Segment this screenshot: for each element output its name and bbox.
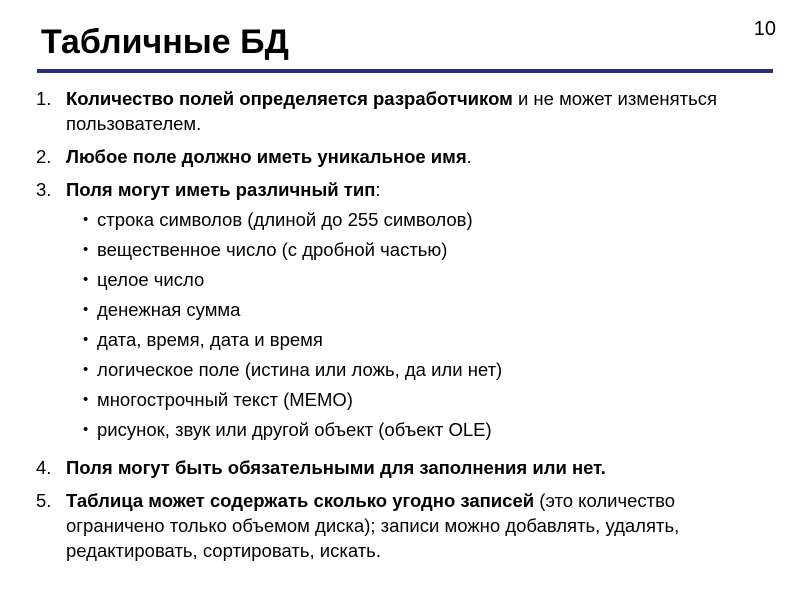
slide-number: 10 <box>753 18 776 40</box>
field-type-text: строка символов (длиной до 255 символов) <box>97 209 473 230</box>
item-text: . <box>466 146 472 167</box>
item-bold-text: Количество полей определяется разработчиком <box>66 88 513 109</box>
item-text: (это количество ограничено только объемом диска); записи можно добавлять, удалять, редактировать, сортировать, искать. <box>66 490 680 561</box>
item-text: : <box>375 179 381 200</box>
list-item-2 <box>36 144 766 169</box>
field-type-text: дата, время, дата и время <box>97 329 323 350</box>
list-item-5 <box>36 488 766 563</box>
field-type-text: целое число <box>97 269 205 290</box>
item-bold-text: Таблица может содержать сколько угодно записей <box>66 490 535 511</box>
title-underline <box>37 69 773 73</box>
field-type-text: денежная сумма <box>97 299 241 320</box>
item-number: 4. <box>36 457 52 478</box>
list-item-4 <box>36 455 766 480</box>
field-type-text: многострочный текст (МЕМО) <box>97 389 353 410</box>
bullet-icon: • <box>83 361 89 378</box>
field-type-item <box>83 267 766 297</box>
field-type-list <box>36 207 766 447</box>
item-text: и не может изменяться пользователем. <box>66 88 717 134</box>
field-type-item <box>83 297 766 327</box>
item-bold-text: Любое поле должно иметь уникальное имя <box>66 146 467 167</box>
slide-title: Табличные БД <box>41 23 289 61</box>
list-item-1 <box>36 86 766 136</box>
bullet-icon: • <box>83 301 89 318</box>
list-item-3 <box>36 177 766 202</box>
item-number: 2. <box>36 146 52 167</box>
field-type-item <box>83 417 766 447</box>
item-number: 1. <box>36 88 52 109</box>
bullet-icon: • <box>83 421 89 438</box>
field-type-text: логическое поле (истина или ложь, да или нет) <box>97 359 503 380</box>
bullet-icon: • <box>83 391 89 408</box>
slide-content <box>36 86 766 563</box>
field-type-text: рисунок, звук или другой объект (объект OLE) <box>97 419 492 440</box>
item-number: 3. <box>36 179 52 200</box>
field-type-item <box>83 207 766 237</box>
field-type-item <box>83 357 766 387</box>
bullet-icon: • <box>83 241 89 258</box>
field-type-text: вещественное число (с дробной частью) <box>97 239 448 260</box>
bullet-icon: • <box>83 271 89 288</box>
item-number: 5. <box>36 490 52 511</box>
field-type-item <box>83 237 766 267</box>
item-bold-text: Поля могут быть обязательными для заполнения или нет. <box>66 457 606 478</box>
field-type-item <box>83 387 766 417</box>
bullet-icon: • <box>83 211 89 228</box>
field-type-item <box>83 327 766 357</box>
bullet-icon: • <box>83 331 89 348</box>
item-bold-text: Поля могут иметь различный тип <box>66 179 376 200</box>
